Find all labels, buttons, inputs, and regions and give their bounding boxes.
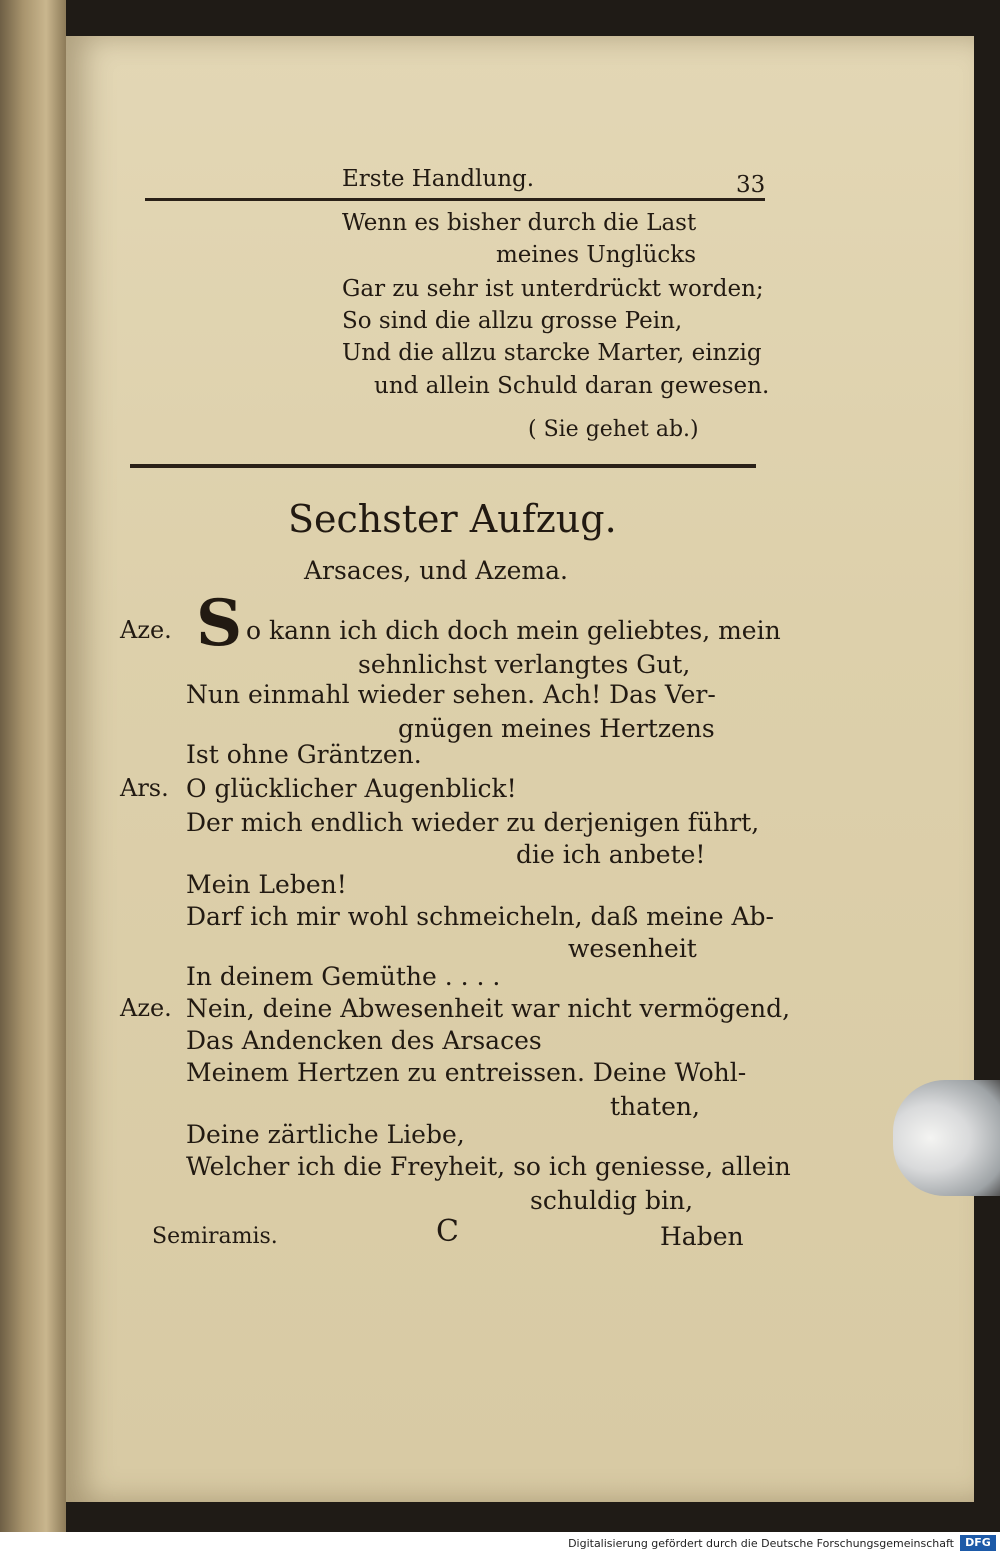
dialogue-line: schuldig bin, xyxy=(530,1186,694,1215)
verse-line: und allein Schuld daran gewesen. xyxy=(374,373,770,399)
scene-title: Sechster Aufzug. xyxy=(288,497,617,541)
dialogue-line: die ich anbete! xyxy=(516,840,706,869)
verse-line: Gar zu sehr ist unterdrückt worden; xyxy=(342,276,764,302)
dialogue-line: Der mich endlich wieder zu derjenigen führt, xyxy=(186,808,760,837)
dialogue-line: Darf ich mir wohl schmeicheln, daß meine Ab- xyxy=(186,902,774,931)
dialogue-line: Nein, deine Abwesenheit war nicht vermögend, xyxy=(186,994,791,1023)
dialogue-line: Deine zärtliche Liebe, xyxy=(186,1120,465,1149)
speaker-label: Aze. xyxy=(120,994,172,1022)
verse-line: meines Unglücks xyxy=(496,242,697,268)
dialogue-line: wesenheit xyxy=(568,934,697,963)
catchword: Haben xyxy=(660,1222,744,1251)
dialogue-line: Das Andencken des Arsaces xyxy=(186,1026,542,1055)
dialogue-line: Meinem Hertzen zu entreissen. Deine Wohl- xyxy=(186,1058,747,1087)
speaker-label: Aze. xyxy=(120,616,172,644)
digitization-credit: Digitalisierung gefördert durch die Deutsche Forschungsgemeinschaft xyxy=(568,1537,954,1550)
section-rule xyxy=(130,464,756,468)
dialogue-line: gnügen meines Hertzens xyxy=(398,714,715,743)
dialogue-line: O glücklicher Augenblick! xyxy=(186,774,517,803)
header-rule xyxy=(145,198,765,201)
verse-line: Und die allzu starcke Marter, einzig xyxy=(342,340,762,366)
verse-line: So sind die allzu grosse Pein, xyxy=(342,308,683,334)
dialogue-line: o kann ich dich doch mein geliebtes, mein xyxy=(246,616,781,645)
dialogue-line: Welcher ich die Freyheit, so ich geniesse, allein xyxy=(186,1152,791,1181)
page-number: 33 xyxy=(736,172,766,198)
scene-characters: Arsaces, und Azema. xyxy=(304,556,568,585)
page-clip xyxy=(893,1080,1000,1196)
dialogue-line: In deinem Gemüthe . . . . xyxy=(186,962,501,991)
speaker-label: Ars. xyxy=(120,774,169,802)
signature-title: Semiramis. xyxy=(152,1224,278,1249)
signature-mark: C xyxy=(436,1214,459,1249)
running-title: Erste Handlung. xyxy=(342,166,535,192)
verse-line: Wenn es bisher durch die Last xyxy=(342,210,697,236)
dialogue-line: thaten, xyxy=(610,1092,700,1121)
dfg-logo: DFG xyxy=(960,1535,996,1551)
drop-cap: S xyxy=(196,586,243,661)
dialogue-line: Mein Leben! xyxy=(186,870,347,899)
dialogue-line: Ist ohne Gräntzen. xyxy=(186,740,422,769)
dialogue-line: sehnlichst verlangtes Gut, xyxy=(358,650,691,679)
facing-page-edge xyxy=(0,0,66,1532)
stage-direction: ( Sie gehet ab.) xyxy=(528,417,699,442)
dialogue-line: Nun einmahl wieder sehen. Ach! Das Ver- xyxy=(186,680,716,709)
